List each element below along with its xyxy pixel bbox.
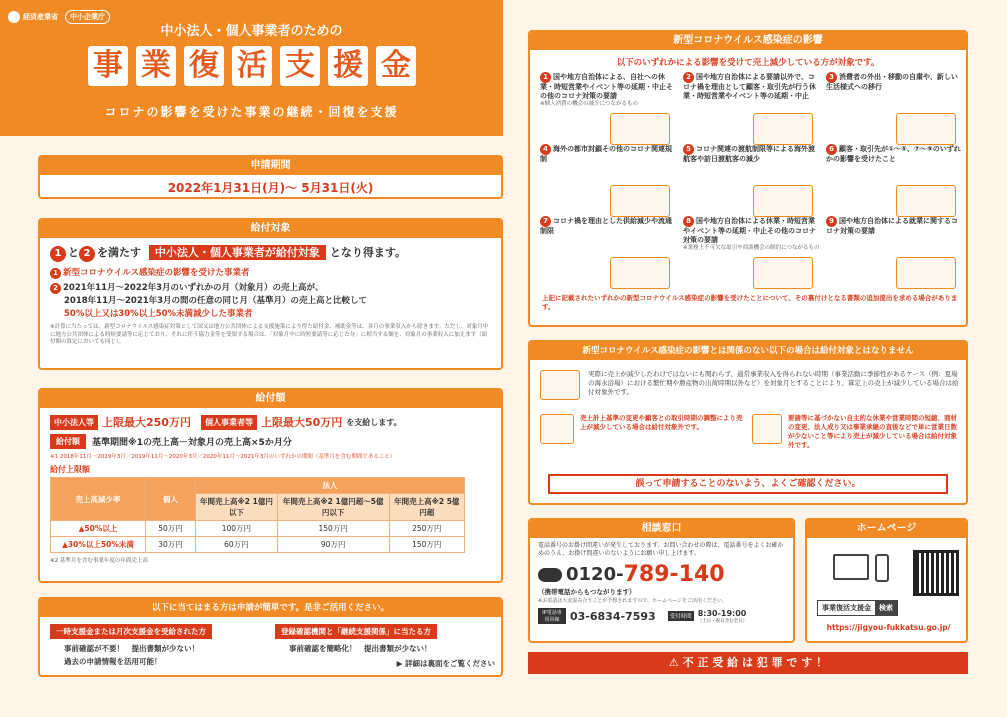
table-row: ▲30%以上50%未満 30万円 60万円 90万円 150万円: [51, 537, 465, 553]
eligibility-heading: 給付対象: [40, 220, 501, 238]
ip-number[interactable]: 03-6834-7593: [570, 609, 656, 623]
page-title: [88, 46, 416, 86]
detail-link[interactable]: ▶ 詳細は裏面をご覧ください: [396, 659, 495, 668]
impact-item-2: 2 国や地方自治体による要請以外で、コロナ禍を理由として顧客・取引先が行う休業・時短営業やイベント等の延期・中止: [683, 72, 821, 147]
impact-heading: 新型コロナウイルス感染症の影響: [530, 32, 966, 50]
impact-item-7: 7 コロナ禍を理由とした供給減少や流通制限: [540, 216, 678, 291]
col-rate: 売上高減少率: [51, 478, 146, 521]
homepage-heading: ホームページ: [807, 520, 966, 538]
title-char: 事: [88, 46, 128, 86]
title-char: 活: [232, 46, 272, 86]
title-char: 復: [184, 46, 224, 86]
ministry-logo: 経済産業省 中小企業庁: [8, 10, 110, 24]
limit-table-wrap: [40, 477, 501, 553]
amount-formula: 給付額 基準期間※1の売上高－対象月の売上高×5か月分: [40, 432, 501, 451]
search-button[interactable]: 検索: [875, 601, 897, 615]
corp-tag: 中小法人等: [50, 415, 98, 430]
qr-code[interactable]: [913, 550, 959, 596]
mobile-note: （携帯電話からもつながります）: [538, 588, 636, 597]
closed-shop-icon: [610, 113, 670, 145]
eligibility-panel: [38, 218, 503, 370]
sub-col-1: 年間売上高※2 1億円以下: [196, 494, 278, 521]
sub-col-2: 年間売上高※2 1億円超～5億円以下: [277, 494, 389, 521]
indiv-limit: 上限最大50万円: [260, 416, 343, 429]
impact-item-8: 8 国や地方自治体による休業・時短営業やイベント等の延期・中止その他のコロナ対策の要請 ※業務上不可欠な取引や商談機会の制約につながるもの: [683, 216, 821, 291]
sme-agency-logo: 中小企業庁: [65, 10, 110, 24]
excluded-panel: [528, 340, 968, 505]
corp-limit: 上限最大250万円: [102, 416, 191, 429]
title-char: 支: [280, 46, 320, 86]
badge-1: 1: [50, 246, 66, 262]
monitor-icon: [833, 554, 869, 580]
contact-note: ※お電話は大変混み合うことが予想されますので、ホームページをご活用ください。: [538, 598, 727, 605]
header-subtitle: 中小法人・個人事業者のための: [160, 24, 343, 39]
title-char: 業: [136, 46, 176, 86]
event-hall-icon: [753, 113, 813, 145]
contact-panel: [528, 518, 795, 643]
freedial-icon: [538, 568, 562, 582]
globe-lock-icon: [610, 185, 670, 217]
limit-table: [50, 477, 465, 553]
beach-umbrella-icon: [540, 370, 580, 400]
title-char: 援: [328, 46, 368, 86]
chart-document-icon: [540, 414, 574, 444]
calendar-icon: [752, 414, 782, 444]
col-indiv: 個人: [146, 478, 196, 521]
impact-item-4: 4 海外の都市封鎖その他のコロナ関連規制: [540, 144, 678, 219]
eligibility-note: ※計算に当たっては、新型コロナウイルス感染症対策として国又は地方公共団体による支援施策により得た給付金、補助金等は、各月の事業収入から除きます。ただし、対象月中に地方公共団体による時短要請等に応じており、それに伴う協力金等を受領する場合は、「対象月中に時短要請等に応じた分」に相当する額を、対象月の事業収入に加えます（給付額の算定においても同じ）。: [50, 324, 489, 346]
eligibility-lead: 1 と 2 を満たす 中小法人・個人事業者が給付対象 となり得ます。: [40, 238, 501, 264]
title-char: 金: [376, 46, 416, 86]
cancelled-meeting-icon: [753, 257, 813, 289]
period-heading: 申請期間: [40, 157, 501, 175]
amount-heading: 給付額: [40, 390, 501, 408]
impact-item-5: 5 コロナ関連の渡航制限等による海外渡航客や訪日渡航客の減少: [683, 144, 821, 219]
badge-2: 2: [79, 246, 95, 262]
amount-lead: 中小法人等 上限最大250万円 個人事業者等 上限最大50万円 を支給します。: [40, 408, 501, 432]
amount-footnote-1: ※1 2018年11月～2019年3月／2019年11月～2020年3月／2020年11月～2021年3月のいずれかの期間（基準月を含む期間であること）: [50, 454, 396, 460]
easy-left: 一時支援金または月次支援金を受給された方 事前確認が不要！ 提出書類が少ない！ 過去の申請情報を活用可能！: [50, 624, 255, 667]
warning-icon: ⚠: [668, 656, 679, 669]
stay-home-icon: [896, 113, 956, 145]
phone-number[interactable]: 0120- 789-140: [530, 562, 793, 587]
header-banner: [0, 0, 503, 136]
amount-panel: [38, 388, 503, 583]
period-value: 2022年1月31日(月)～ 5月31日(火): [167, 181, 374, 195]
impact-item-9: 9 国や地方自治体による就業に関するコロナ対策の要請: [826, 216, 964, 291]
excluded-case-2: 売上計上基準の変更や顧客との取引時期の調整により売上が減少している場合は給付対象外です。: [540, 414, 745, 444]
header-tagline: コロナの影響を受けた事業の継続・回復を支援: [104, 105, 399, 119]
easy-heading: 以下に当てはまる方は申請が簡単です。是非ご活用ください。: [40, 599, 501, 617]
sub-col-3: 年間売上高※2 5億円超: [389, 494, 464, 521]
homepage-panel: [805, 518, 968, 643]
eligibility-item-1: 1 新型コロナウイルス感染症の影響を受けた事業者: [40, 264, 501, 281]
excluded-case-3: 要請等に基づかない自主的な休業や営業時間の短縮、商材の変更、法人成り又は事業承継の直後などで単に営業日数が少ないこと等により売上が減少している場合は給付対象外です。: [752, 414, 960, 450]
search-box[interactable]: 事業復活支援金 検索: [817, 600, 898, 616]
impact-panel: [528, 30, 968, 327]
ip-line: IP電話専用回線 03-6834-7593 受付時間 8:30-19:00 （土日・祝日含む全日）: [530, 605, 793, 627]
business-people-icon: [896, 185, 956, 217]
impact-lead: 以下のいずれかによる影響を受けて売上減少している方が対象です。: [616, 58, 880, 68]
excluded-case-1: 実際に売上が減少したわけではないにも関わらず、通常事業収入を得られない時期（事業活動に季節性があるケース（例：夏場の海水浴場）における繁忙期や農産物の出荷時期以外など）を対象月とすることにより、算定上の売上が減少している場合は給付対象外です。: [540, 370, 960, 400]
table-title: 給付上限額: [50, 465, 90, 474]
eligibility-item-2: 2 2021年11月～2022年3月のいずれかの月（対象月）の売上高が、 2018年11月～2021年3月の間の任意の同じ月（基準月）の売上高と比較して 50%以上又は30%以上50%未満減少した事業者: [40, 281, 501, 321]
confirm-box: 誤って申請することのないよう、よくご確認ください。: [548, 474, 948, 494]
col-corp: 法人: [196, 478, 465, 494]
airplane-traveler-icon: [753, 185, 813, 217]
phone-icon: [875, 554, 889, 582]
application-period-panel: [38, 155, 503, 199]
homepage-url[interactable]: https://jigyou-fukkatsu.go.jp/: [826, 623, 951, 632]
impact-note: 上記に記載されたいずれかの新型コロナウイルス感染症の影響を受けたことについて、その裏付けとなる書類の追加提出を求める場合があります。: [542, 294, 958, 312]
warning-banner: ⚠ 不 正 受 給 は 犯 罪 で す ！: [528, 652, 968, 674]
table-row: ▲50%以上 50万円 100万円 150万円 250万円: [51, 521, 465, 537]
amount-footnote-2: ※2 基準月を含む事業年度の年間売上高: [50, 558, 148, 564]
truck-ship-icon: [610, 257, 670, 289]
workers-icon: [896, 257, 956, 289]
excluded-heading: 新型コロナウイルス感染症の影響とは関係のない以下の場合は給付対象とはなりません: [530, 342, 966, 360]
impact-item-6: 6 顧客・取引先が①～⑤、⑦～⑨のいずれかの影響を受けたこと: [826, 144, 964, 219]
contact-desc: 電話番号のお掛け間違いが発生しております。お問い合わせの際は、電話番号をよくお確かめのうえ、お掛け間違いのないようにお願い申し上げます。: [538, 542, 784, 558]
impact-item-3: 3 消費者の外出・移動の自粛や、新しい生活様式への移行: [826, 72, 964, 147]
eligibility-highlight: 中小法人・個人事業者が給付対象: [149, 245, 326, 260]
easy-application-panel: [38, 597, 503, 677]
indiv-tag: 個人事業者等: [201, 415, 257, 430]
impact-item-1: 1 国や地方自治体による、自社への休業・時短営業やイベント等の延期・中止その他のコロナ対策の要請 ※個人消費の機会の減少につながるもの: [540, 72, 678, 147]
contact-heading: 相談窓口: [530, 520, 793, 538]
easy-right: 登録確認機関と「継続支援関係」に当たる方 事前確認を簡略化！ 提出書類が少ない！ ▶ 詳細は裏面をご覧ください: [275, 624, 495, 669]
impact-grid: [540, 72, 960, 287]
